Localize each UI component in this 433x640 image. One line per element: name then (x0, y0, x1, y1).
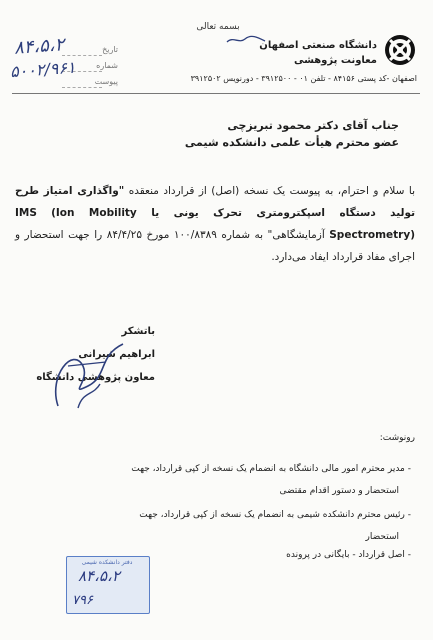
cc-item: - رئیس محترم دانشکده شیمی به انضمام یک نسخه از کپی قرارداد، جهت (139, 510, 411, 520)
attachment-line (62, 87, 102, 88)
closing-text: باتشکر (121, 326, 155, 337)
date-label: تاریخ (102, 45, 118, 54)
stamp-date: ۸۴،۵،۲ (78, 567, 120, 585)
university-logo-icon (384, 34, 416, 66)
handwritten-signature (28, 336, 138, 416)
contract-number: آزمایشگاهی" به شماره ۱۰۰/۸۳۸۹ (173, 229, 325, 241)
office-name: معاونت پژوهشی (293, 55, 377, 66)
signer-title: معاون پژوهشی دانشگاه (36, 372, 155, 383)
letter-body (15, 180, 415, 268)
cc-item-continuation: استحضار و دستور اقدام مقتضی (279, 486, 399, 496)
cc-item-continuation: استحضار (365, 532, 399, 542)
stamp-number: ۷۹۶ (72, 593, 93, 608)
cc-title: رونوشت: (379, 433, 415, 443)
recipient-title: عضو محترم هیأت علمی دانشکده شیمی (184, 136, 399, 149)
body-intro: با سلام و احترام، به پیوست یک نسخه (اصل) از قرارداد منعقده (128, 185, 415, 197)
attachment-label: پیوست (94, 77, 118, 86)
number-label: شماره (96, 61, 118, 70)
handwritten-date: ۸۴،۵،۲ (13, 34, 65, 59)
meta-labels (82, 42, 118, 90)
date-line (62, 55, 102, 56)
body-closing-sentence: مورخ ۸۴/۴/۲۵ را جهت استحضار و اجرای مفاد قرارداد ایفاد می‌دارد. (15, 229, 415, 263)
cc-item: - اصل قرارداد - بایگانی در پرونده (286, 550, 411, 560)
basmala: بسمه تعالی (196, 22, 240, 32)
english-term: (Ion Mobility Spectrometry) (51, 207, 415, 241)
handwritten-number: ۵۰۰۲/۹۶۱ (9, 57, 77, 82)
signer-name: ابراهیم شیرانی (78, 349, 155, 360)
stamp-title: دفتر دانشکده شیمی (81, 559, 133, 566)
university-name: دانشگاه صنعتی اصفهان (259, 40, 377, 51)
cc-item: - مدیر محترم امور مالی دانشگاه به انضمام یک نسخه از کپی قرارداد، جهت (131, 464, 411, 474)
address-line: اصفهان -کد پستی ۸۴۱۵۶ - تلفن ۰۱ - ۳۹۱۲۵۰۰ - دورنویس ۳۹۱۲۵۰۲ (190, 74, 417, 83)
recipient-name: جناب آقای دکتر محمود تبریزچی (227, 119, 399, 132)
contract-subject: "واگذاری امتیاز طرح تولید دستگاه اسپکترومتری تحرک یونی یا IMS (15, 185, 416, 219)
header-initial-scribble (225, 34, 267, 46)
header-divider (12, 93, 420, 94)
